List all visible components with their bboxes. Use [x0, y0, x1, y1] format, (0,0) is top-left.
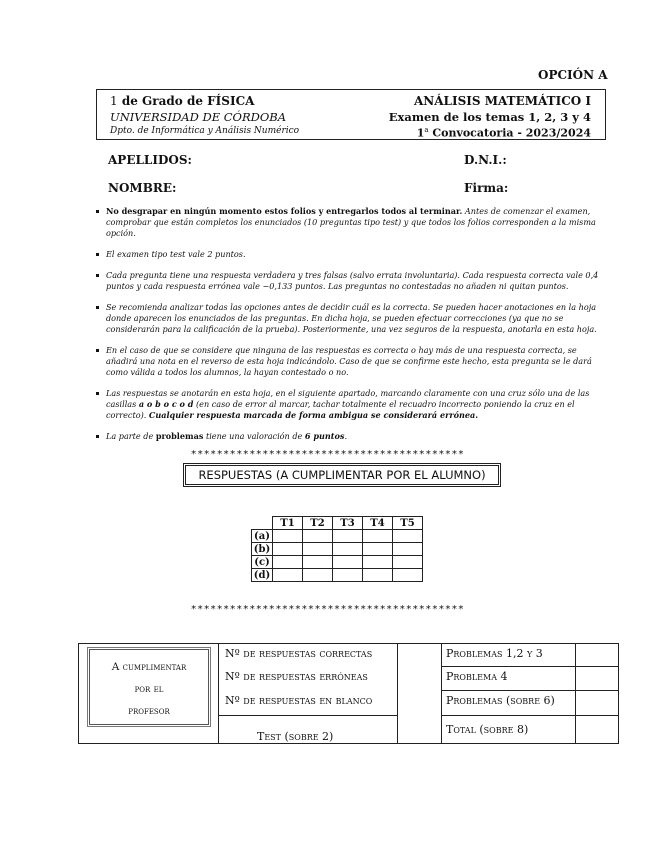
instruction-item	[96, 388, 610, 421]
instruction-bold: 6 puntos	[304, 431, 345, 441]
answer-cell[interactable]	[303, 556, 333, 569]
instructions-list	[96, 206, 610, 452]
answers-column-header: T4	[363, 517, 393, 530]
course-prefix: de Grado de	[117, 94, 208, 108]
table-row	[252, 543, 423, 556]
surname-label: APELLIDOS:	[108, 153, 192, 167]
call-number: 1	[416, 126, 425, 140]
wrong-count-label: Nº de respuestas erróneas	[225, 670, 368, 683]
problem-4-label: Problema 4	[446, 670, 508, 683]
answer-cell[interactable]	[363, 543, 393, 556]
instruction-warning: Cualquier respuesta marcada de forma ambigua se considerará errónea.	[148, 410, 479, 420]
answers-header-row	[252, 517, 423, 530]
answer-cell[interactable]	[273, 569, 303, 582]
instruction-text: .	[344, 431, 348, 441]
teacher-box	[89, 649, 209, 725]
answers-table	[251, 516, 423, 582]
instruction-options: a o b o c o d	[138, 399, 194, 409]
answer-cell[interactable]	[363, 556, 393, 569]
instruction-text: La parte de	[106, 431, 156, 441]
grid-divider	[218, 715, 397, 716]
course-subject: FÍSICA	[207, 94, 255, 108]
answer-cell[interactable]	[363, 569, 393, 582]
table-row	[252, 569, 423, 582]
answer-cell[interactable]	[303, 569, 333, 582]
problems-score-field[interactable]	[576, 644, 618, 743]
table-row	[252, 556, 423, 569]
answers-corner	[252, 517, 273, 530]
instruction-text: Las respuestas se anotarán en esta hoja, en el siguiente apartado, marcando claramente con una cruz sólo una de las casillas	[106, 388, 590, 409]
option-label: OPCIÓN A	[538, 68, 608, 82]
instruction-item	[96, 206, 610, 239]
test-score-field[interactable]	[398, 644, 441, 743]
grand-total-label: Total (sobre 8)	[446, 723, 529, 736]
dni-label: D.N.I.:	[464, 153, 507, 167]
problems-123-label: Problemas 1,2 y 3	[446, 647, 543, 660]
instruction-text: tiene una valoración de	[203, 431, 305, 441]
answer-cell[interactable]	[333, 543, 363, 556]
test-score-label: Test (sobre 2)	[257, 730, 334, 743]
instruction-bold: No desgrapar en ningún momento estos folios y entregarlos todos al terminar.	[106, 206, 463, 216]
answers-column-header: T2	[303, 517, 333, 530]
answers-column-header: T5	[393, 517, 423, 530]
answers-column-header: T3	[333, 517, 363, 530]
instruction-text: Antes de comenzar el examen, comprobar que están completos los enunciados (10 preguntas tipo test) y que todos los folios corresponden a la misma opción.	[106, 206, 596, 238]
answers-column-header: T1	[273, 517, 303, 530]
call-superscript: a	[424, 126, 429, 134]
correct-count-label: Nº de respuestas correctas	[225, 647, 373, 660]
teacher-grading-grid	[78, 643, 619, 744]
instruction-item: En el caso de que se considere que ninguna de las respuestas es correcta o hay más de una respuesta correcta, se añadirá una nota en el reverso de esta hoja indicándolo. Caso de que se confirme este hecho, esta pregunta se le dará como válida a todos los alumnos, la hayan contestado o no.	[96, 345, 610, 378]
instruction-item: Se recomienda analizar todas las opciones antes de decidir cuál es la correcta. Se pueden hacer anotaciones en la hoja donde aparecen los enunciados de las preguntas. En dicha hoja, se pueden efectuar correcciones (ya que no se considerarán para la calificación de la prueba). Posteriormente, una vez seguros de la respuesta, anotarla en esta hoja.	[96, 302, 610, 335]
answer-cell[interactable]	[303, 530, 333, 543]
answer-cell[interactable]	[273, 543, 303, 556]
grid-divider	[218, 644, 219, 743]
course-number: 1	[110, 94, 118, 108]
answers-row-label: (c)	[252, 556, 273, 569]
teacher-box-line: A cumplimentar	[111, 661, 187, 673]
answer-cell[interactable]	[363, 530, 393, 543]
course-line	[110, 94, 254, 108]
call-text: Convocatoria - 2023/2024	[428, 126, 591, 140]
grid-divider	[441, 644, 442, 743]
answer-cell[interactable]	[303, 543, 333, 556]
answer-cell[interactable]	[393, 530, 423, 543]
answer-cell[interactable]	[273, 530, 303, 543]
answer-cell[interactable]	[393, 569, 423, 582]
exam-topics: Examen de los temas 1, 2, 3 y 4	[388, 110, 591, 124]
separator-top: ******************************************	[190, 449, 465, 460]
department-name: Dpto. de Informática y Análisis Numérico	[110, 126, 300, 136]
answers-row-label: (a)	[252, 530, 273, 543]
teacher-box-line: por el	[134, 683, 164, 695]
instruction-item: Cada pregunta tiene una respuesta verdadera y tres falsas (salvo errata involuntaria). Cada respuesta correcta vale 0,4 puntos y cada respuesta errónea vale −0,133 puntos. Las preguntas no contestadas no añaden ni quitan puntos.	[96, 270, 610, 292]
exam-call	[417, 126, 591, 140]
separator-bottom: ******************************************	[190, 604, 465, 615]
university-name: UNIVERSIDAD DE CÓRDOBA	[110, 110, 287, 124]
answers-row-label: (d)	[252, 569, 273, 582]
problems-total-label: Problemas (sobre 6)	[446, 694, 555, 707]
answer-cell[interactable]	[333, 569, 363, 582]
instruction-text: (en caso de error al marcar, tachar totalmente el recuadro incorrecto poniendo la cruz en el correcto).	[106, 399, 575, 420]
table-row	[252, 530, 423, 543]
exam-header	[96, 89, 606, 140]
instruction-item	[96, 431, 610, 442]
answer-cell[interactable]	[393, 556, 423, 569]
name-label: NOMBRE:	[108, 181, 177, 195]
answers-title: RESPUESTAS (A CUMPLIMENTAR POR EL ALUMNO)	[185, 465, 499, 485]
answer-cell[interactable]	[393, 543, 423, 556]
instruction-bold: problemas	[155, 431, 204, 441]
instruction-item: El examen tipo test vale 2 puntos.	[96, 249, 610, 260]
answer-cell[interactable]	[333, 556, 363, 569]
blank-count-label: Nº de respuestas en blanco	[225, 694, 373, 707]
signature-label: Firma:	[464, 181, 509, 195]
subject-title: ANÁLISIS MATEMÁTICO I	[413, 94, 591, 108]
teacher-box-line: profesor	[128, 705, 170, 717]
answers-row-label: (b)	[252, 543, 273, 556]
answer-cell[interactable]	[333, 530, 363, 543]
answer-cell[interactable]	[273, 556, 303, 569]
